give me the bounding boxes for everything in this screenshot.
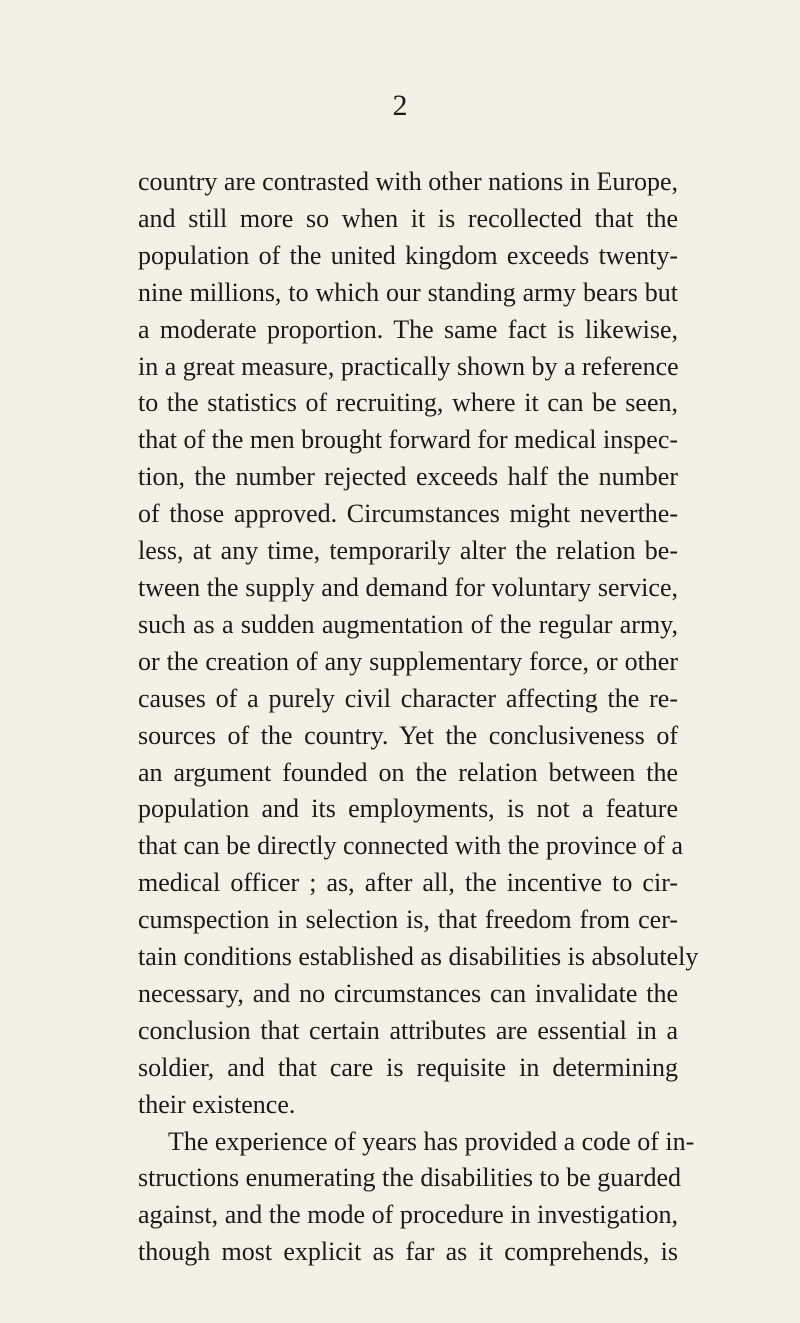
text-line: less, at any time, temporarily alter the relation be- xyxy=(138,536,678,566)
text-line: nine millions, to which our standing army bears but xyxy=(138,277,678,307)
text-line: a moderate proportion. The same fact is likewise, xyxy=(138,314,678,344)
text-line: cumspection in selection is, that freedom from cer- xyxy=(138,905,678,935)
text-line: sources of the country. Yet the conclusiveness of xyxy=(138,720,678,750)
text-line: of those approved. Circumstances might neverthe- xyxy=(138,499,678,529)
text-line: soldier, and that care is requisite in determining xyxy=(138,1052,678,1082)
text-line: population and its employments, is not a feature xyxy=(138,794,678,824)
text-line: and still more so when it is recollected that the xyxy=(138,203,678,233)
text-line: necessary, and no circumstances can invalidate the xyxy=(138,978,678,1008)
text-line: medical officer ; as, after all, the incentive to cir- xyxy=(138,868,678,898)
text-line: The experience of years has provided a code of in- xyxy=(168,1126,695,1156)
body-text xyxy=(138,164,699,1271)
text-line: conclusion that certain attributes are essential in a xyxy=(138,1015,678,1045)
text-line: an argument founded on the relation between the xyxy=(138,757,678,787)
text-line: their existence. xyxy=(138,1089,296,1119)
text-line: though most explicit as far as it comprehends, is xyxy=(138,1237,678,1267)
text-line: such as a sudden augmentation of the regular army, xyxy=(138,609,678,639)
text-line: tween the supply and demand for voluntary service, xyxy=(138,572,678,602)
text-line: in a great measure, practically shown by a reference xyxy=(138,351,679,381)
text-line: tain conditions established as disabilities is absolutely xyxy=(138,942,699,972)
text-line: against, and the mode of procedure in investigation, xyxy=(138,1200,678,1230)
text-line: causes of a purely civil character affecting the re- xyxy=(138,683,678,713)
text-line: country are contrasted with other nations in Europe, xyxy=(138,167,679,196)
text-line: to the statistics of recruiting, where it can be seen, xyxy=(138,388,678,418)
text-line: or the creation of any supplementary force, or other xyxy=(138,646,678,676)
text-line: that of the men brought forward for medical inspec- xyxy=(138,425,679,455)
text-line: tion, the number rejected exceeds half the number xyxy=(138,462,678,492)
text-line: that can be directly connected with the province of a xyxy=(138,831,684,861)
text-line: population of the united kingdom exceeds twenty- xyxy=(138,240,678,270)
text-line: structions enumerating the disabilities to be guarded xyxy=(138,1163,681,1193)
page-number: 2 xyxy=(392,89,408,122)
